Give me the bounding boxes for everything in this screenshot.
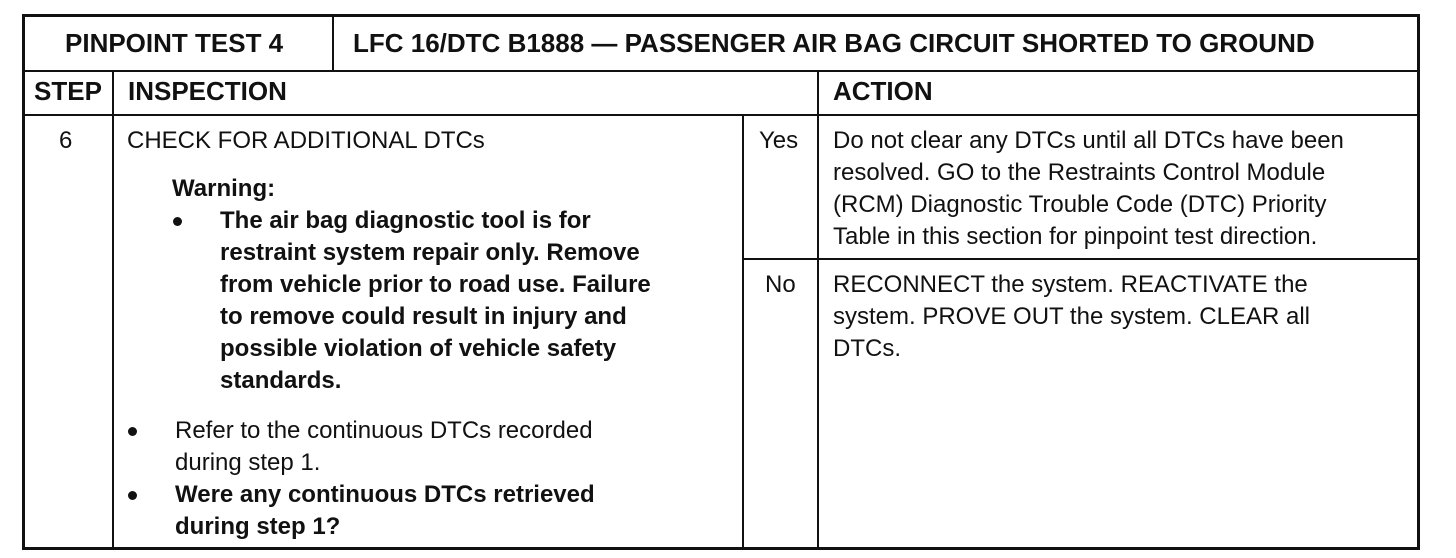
title-divider [332,17,334,70]
outcome-no-label: No [765,271,796,298]
warning-label: Warning: [172,175,276,202]
column-header-divider [25,114,1417,116]
test-title: LFC 16/DTC B1888 — PASSENGER AIR BAG CIRCUIT SHORTED TO GROUND [353,28,1315,58]
header-divider [25,70,1417,72]
bullet-icon [128,427,137,436]
pinpoint-test-table [22,14,1420,550]
instruction-text: Refer to the continuous DTCs recorded during step 1. [175,417,593,476]
instruction-item [128,415,593,479]
outcome-yes-action: Do not clear any DTCs until all DTCs have been resolved. GO to the Restraints Control Module (RCM) Diagnostic Trouble Code (DTC) Priority Table in this section for pinpoint test direction. [833,127,1344,250]
column-header-step: STEP [34,76,102,106]
warning-text: The air bag diagnostic tool is for restraint system repair only. Remove from vehicle prior to road use. Failure to remove could result in injury and possible violation of vehicle safety standards. [220,207,651,394]
outcome-column-divider [742,116,744,547]
bullet-icon [128,491,137,500]
column-header-action: ACTION [833,76,933,106]
step-number: 6 [59,127,73,154]
bullet-icon [173,217,182,226]
column-header-inspection: INSPECTION [128,76,287,106]
warning-item [173,205,651,397]
step-column-divider [112,70,114,547]
outcome-yes-label: Yes [759,127,799,154]
outcome-no-action: RECONNECT the system. REACTIVATE the system. PROVE OUT the system. CLEAR all DTCs. [833,271,1311,362]
yes-no-divider [744,258,1417,260]
step-heading: CHECK FOR ADDITIONAL DTCs [127,127,485,154]
action-column-divider [817,70,819,547]
test-label: PINPOINT TEST 4 [65,28,284,58]
question-item [128,479,595,543]
question-text: Were any continuous DTCs retrieved during step 1? [175,481,595,540]
